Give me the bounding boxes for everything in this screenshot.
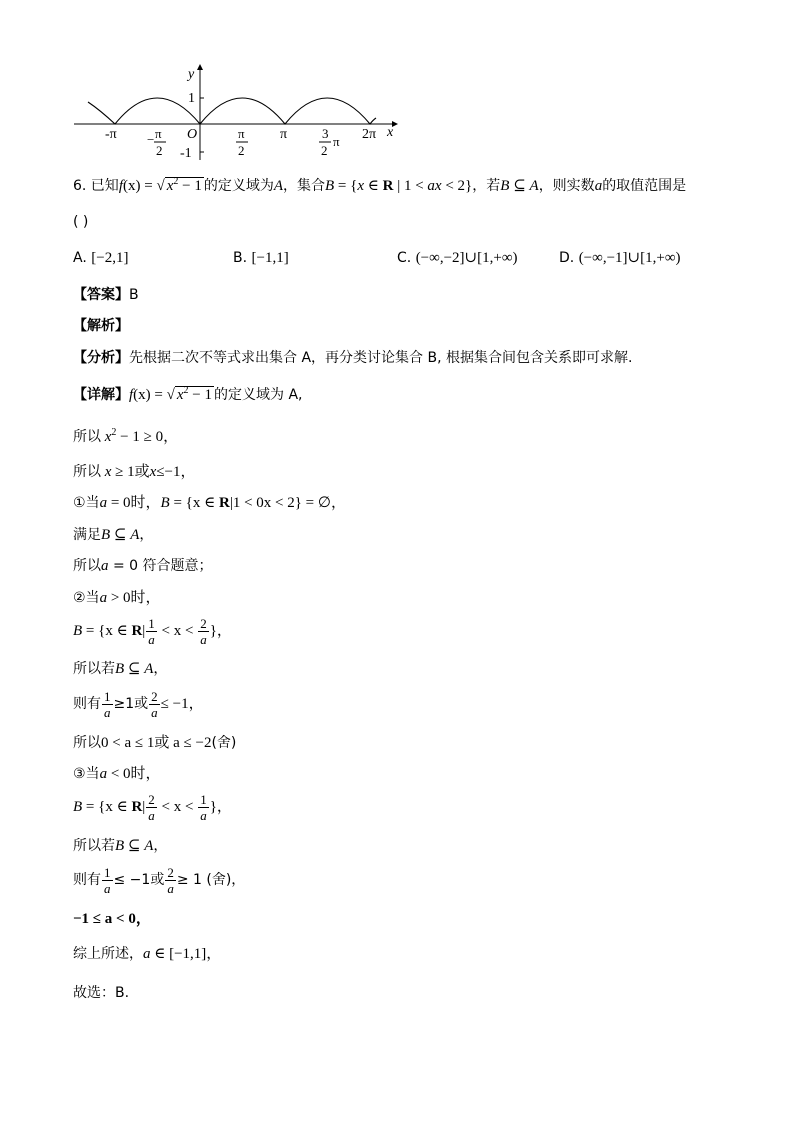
- xiangjie-def: 的定义域为 A,: [214, 387, 303, 403]
- line-15: −1 ≤ a < 0，: [73, 911, 151, 927]
- q-A: A: [273, 178, 283, 194]
- option-c-label: C.: [397, 250, 412, 266]
- tick-neg-pi-half-den: 2: [156, 143, 163, 158]
- q-tail: ，则实数: [538, 178, 595, 194]
- answer-value: B: [129, 287, 139, 303]
- option-c[interactable]: [397, 251, 518, 266]
- q-x: (x): [122, 178, 141, 194]
- option-a[interactable]: [73, 251, 128, 266]
- option-b[interactable]: [233, 251, 289, 266]
- answer-tag: 【答案】: [73, 287, 129, 303]
- line-2: 所以 x ≥ 1或x≤−1，: [73, 464, 196, 480]
- q-range: 的取值范围是: [602, 178, 687, 194]
- tick-three-den: 2: [321, 143, 328, 158]
- line-3: ①当a = 0时，B = {x ∈ R|1 < 0x < 2} = ∅，: [73, 495, 346, 511]
- option-a-value: [−2,1]: [91, 250, 129, 266]
- tick-neg-pi-half-num: π: [155, 126, 162, 141]
- q-number: 6. 已知: [73, 178, 119, 194]
- option-b-label: B.: [233, 250, 248, 266]
- tick-pi: π: [280, 127, 288, 142]
- q-sqrt-body: $x^2 - 1$: [166, 176, 202, 194]
- q-eq: =: [140, 178, 157, 194]
- option-b-value: [−1,1]: [251, 250, 289, 266]
- line-5: 所以a = 0 符合题意；: [73, 558, 213, 574]
- option-d-value: (−∞,−1]∪[1,+∞): [578, 250, 681, 266]
- option-c-value: (−∞,−2]∪[1,+∞): [415, 250, 518, 266]
- y-axis-arrow: [197, 64, 203, 70]
- option-d-label: D.: [559, 250, 575, 266]
- question-6: 6. 已知f(x) = √ $x^2 - 1$ 的定义域为A，集合B = {x ∈ R | 1 < ax < 2}，若B ⊆ A，则实数a的取值范围是: [73, 176, 687, 194]
- q-set-pre: ，集合: [283, 178, 325, 194]
- jiexi-tag: 【解析】: [73, 318, 129, 334]
- tick-three-num: 3: [322, 126, 329, 141]
- tick-three-pi: π: [333, 134, 340, 149]
- tick-pi-half-den: 2: [238, 143, 245, 158]
- line-11: ③当a < 0时，: [73, 766, 161, 782]
- line-17: 故选：B.: [73, 985, 130, 1001]
- q-def: 的定义域为: [203, 178, 274, 194]
- option-a-label: A.: [73, 250, 87, 266]
- tick-neg-sign: −: [147, 132, 155, 147]
- fenxi-tag: 【分析】: [73, 350, 129, 366]
- answer-line: [73, 288, 139, 302]
- fenxi-text: 先根据二次不等式求出集合 A，再分类讨论集合 B, 根据集合间包含关系即可求解.: [129, 350, 633, 366]
- line-7: B = {x ∈ R| $\frac{1}{a}$ < x < $\frac{2}{a}$ }，: [73, 616, 232, 647]
- q-ruo: ，若: [472, 178, 501, 194]
- line-9: 则有 $\frac{1}{a}$ ≥1或 $\frac{2}{a}$ ≤ −1，: [73, 689, 204, 720]
- line-8: 所以若B ⊆ A，: [73, 661, 168, 677]
- y-one-label: 1: [188, 91, 195, 106]
- q-B: B: [325, 178, 335, 194]
- line-4: 满足B ⊆ A，: [73, 527, 154, 543]
- origin-label: O: [187, 127, 198, 142]
- sine-graph: [70, 60, 400, 165]
- x-label: x: [387, 125, 394, 140]
- option-d[interactable]: [559, 251, 681, 266]
- q-paren: ( ): [73, 214, 89, 230]
- tick-neg-pi: -π: [105, 127, 117, 142]
- xiangjie-line: 【详解】f(x) = √ $x^2 - 1$ 的定义域为 A,: [73, 385, 303, 403]
- line-14: 则有 $\frac{1}{a}$ ≤ −1或 $\frac{2}{a}$ ≥ 1 (舍)，: [73, 865, 246, 896]
- line-10: 所以0 < a ≤ 1或 a ≤ −2(舍): [73, 735, 237, 751]
- tick-two-pi: 2π: [362, 127, 377, 142]
- y-label: y: [188, 67, 195, 82]
- xiangjie-tag: 【详解】: [73, 387, 129, 403]
- line-16: 综上所述，a ∈ [−1,1]，: [73, 946, 222, 962]
- line-12: B = {x ∈ R| $\frac{2}{a}$ < x < $\frac{1}{a}$ }，: [73, 792, 232, 823]
- line-13: 所以若B ⊆ A，: [73, 838, 168, 854]
- fenxi-line: [73, 351, 632, 365]
- q-f: f: [118, 178, 123, 194]
- line-6: ②当a > 0时，: [73, 590, 161, 606]
- q-sqrt-symbol: √: [156, 178, 165, 194]
- y-negone-label: -1: [180, 146, 192, 161]
- tick-pi-half-num: π: [238, 126, 245, 141]
- abs-sine-curve: [88, 98, 376, 124]
- line-1: 所以 $x^2 - 1 \ge 0$，: [73, 427, 179, 445]
